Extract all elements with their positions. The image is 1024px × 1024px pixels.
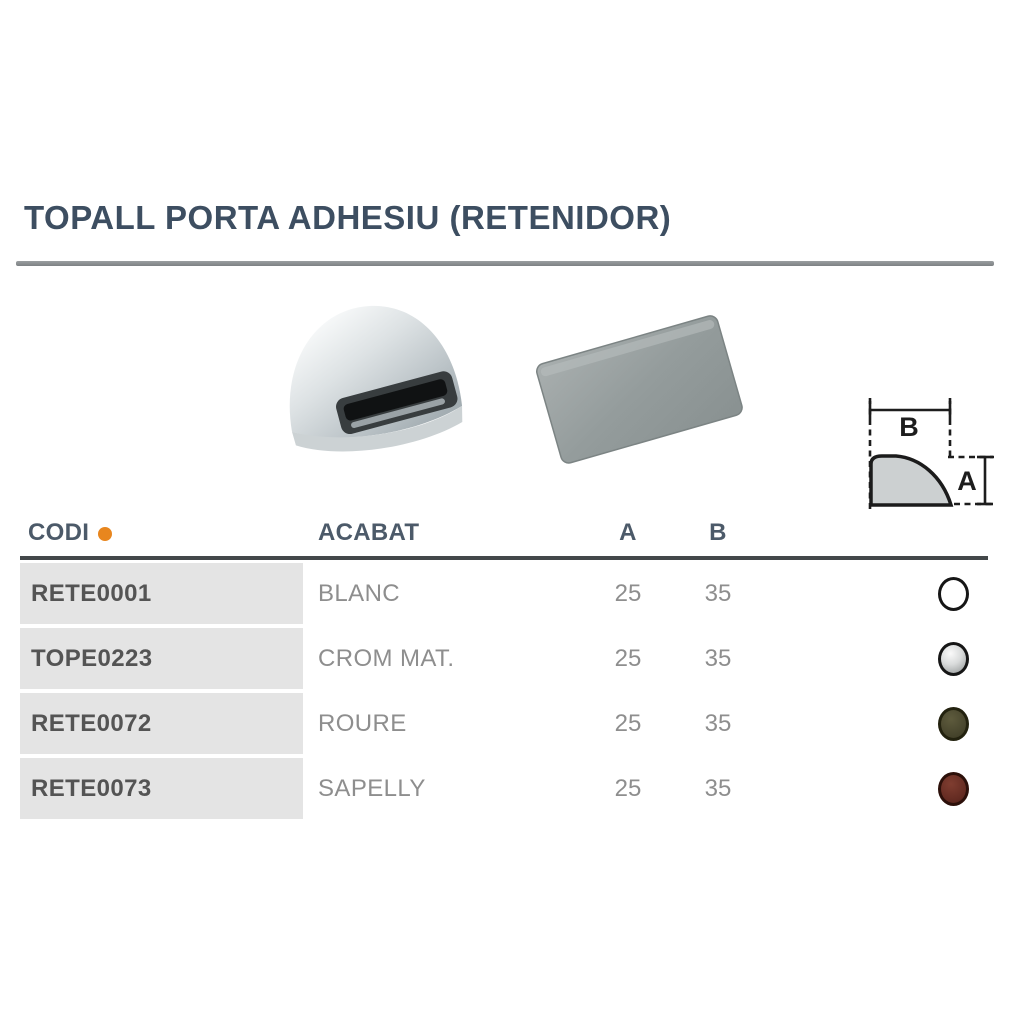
table-row: [0, 563, 1024, 624]
title-divider: [16, 261, 994, 266]
header-dim-a: A: [619, 519, 637, 546]
dim-b-cell: 35: [704, 579, 732, 607]
dim-a-cell: 25: [614, 579, 642, 607]
table-row: [0, 693, 1024, 754]
page-title: TOPALL PORTA ADHESIU (RETENIDOR): [24, 199, 672, 236]
code-cell: RETE0073: [20, 758, 303, 819]
header-acabat: ACABAT: [318, 519, 420, 546]
dim-b-cell: 35: [704, 774, 732, 802]
dimension-diagram: [852, 390, 1002, 518]
color-swatch-roure: [938, 707, 969, 741]
code-cell: TOPE0223: [20, 628, 303, 689]
orange-dot-icon: [98, 527, 112, 541]
dim-b-cell: 35: [704, 709, 732, 737]
table-row: [0, 628, 1024, 689]
table-header-divider: [20, 556, 988, 560]
color-swatch-blanc: [938, 577, 969, 611]
dim-b-cell: 35: [704, 644, 732, 672]
finish-cell: CROM MAT.: [318, 644, 455, 672]
dim-a-cell: 25: [614, 644, 642, 672]
code-cell: RETE0072: [20, 693, 303, 754]
adhesive-plate-photo: [533, 312, 745, 464]
table-row: [0, 758, 1024, 819]
profile-cross-section: [871, 456, 951, 505]
header-dim-b: B: [709, 519, 727, 546]
finish-cell: BLANC: [318, 579, 401, 607]
door-stop-photo: [278, 298, 468, 468]
header-codi: [28, 516, 112, 550]
color-swatch-sapelly: [938, 772, 969, 806]
finish-cell: ROURE: [318, 709, 407, 737]
color-swatch-crom-mat: [938, 642, 969, 676]
header-codi-label: CODI: [28, 519, 90, 546]
diagram-height-label: A: [957, 466, 977, 496]
diagram-width-label: B: [899, 412, 919, 442]
dim-a-cell: 25: [614, 709, 642, 737]
dim-a-cell: 25: [614, 774, 642, 802]
finish-cell: SAPELLY: [318, 774, 426, 802]
table-header-row: [0, 516, 1024, 550]
code-cell: RETE0001: [20, 563, 303, 624]
